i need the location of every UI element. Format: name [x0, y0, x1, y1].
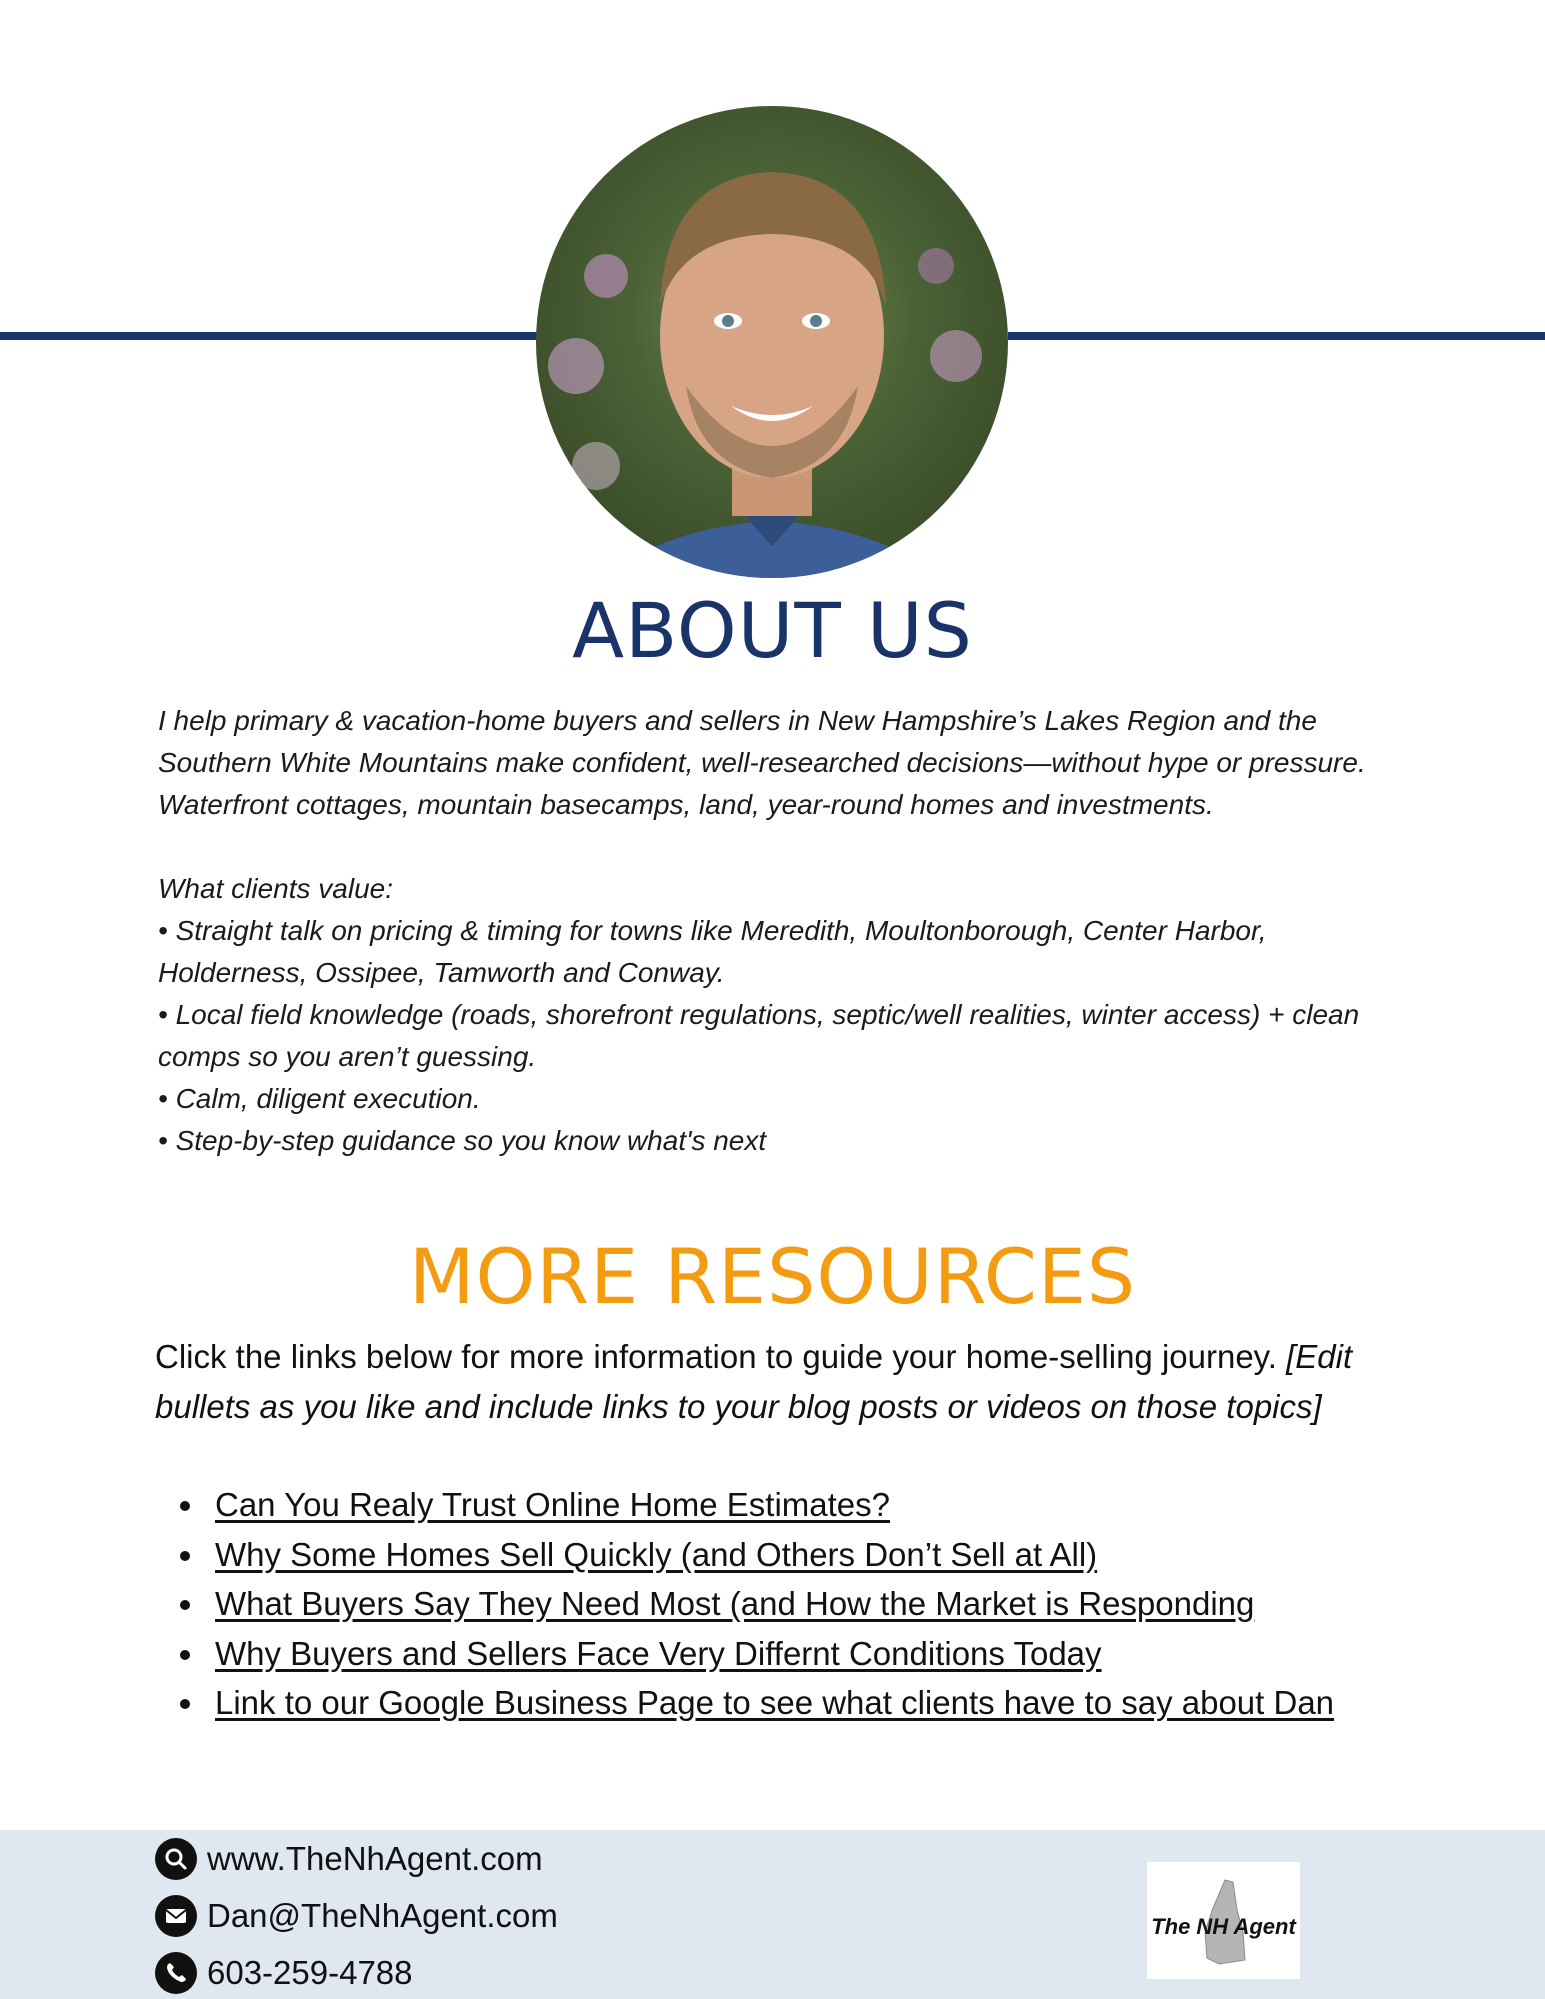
resources-intro-text: Click the links below for more information to guide your home-selling journey.: [155, 1338, 1287, 1375]
resources-intro-note: [Edit bullets as you like and include links to your blog posts or videos on those topics]: [155, 1338, 1353, 1425]
list-item: [155, 1629, 1334, 1679]
resource-link-estimates[interactable]: Can You Realy Trust Online Home Estimates?: [215, 1486, 891, 1523]
value-heading: What clients value:: [158, 873, 393, 904]
about-line: I help primary & vacation-home buyers and sellers in New Hampshire’s Lakes Region and the: [158, 705, 1317, 736]
brand-logo: [1147, 1862, 1300, 1979]
resource-link-sell-quickly[interactable]: Why Some Homes Sell Quickly (and Others Don’t Sell at All): [215, 1535, 1098, 1573]
bullet-icon: [180, 1699, 190, 1709]
website-contact[interactable]: [155, 1838, 543, 1880]
resource-link-buyers-need[interactable]: What Buyers Say They Need Most (and How the Market is Responding: [215, 1585, 1255, 1622]
resource-links: [155, 1480, 1334, 1728]
value-line: • Calm, diligent execution.: [158, 1083, 481, 1114]
value-line: • Local field knowledge (roads, shorefront regulations, septic/well realities, winter access) + clean: [158, 999, 1360, 1030]
list-item: [155, 1480, 1334, 1530]
agent-portrait: [536, 106, 1008, 578]
list-item: [155, 1530, 1334, 1580]
mail-icon: [155, 1895, 197, 1937]
resource-link-google-business[interactable]: Link to our Google Business Page to see what clients have to say about Dan: [215, 1684, 1335, 1721]
value-line: • Step-by-step guidance so you know what's next: [158, 1125, 767, 1156]
divider-right: [1008, 332, 1545, 340]
phone-contact[interactable]: [155, 1952, 413, 1994]
bullet-icon: [180, 1551, 190, 1561]
search-icon: [155, 1838, 197, 1880]
about-line: Southern White Mountains make confident, well-researched decisions—without hype or pressure.: [158, 747, 1366, 778]
bullet-icon: [180, 1600, 190, 1610]
website-link[interactable]: www.TheNhAgent.com: [207, 1840, 543, 1877]
logo-text: The NH Agent: [1151, 1914, 1296, 1939]
about-body: [158, 700, 1388, 1162]
resources-title: MORE RESOURCES: [408, 1232, 1137, 1321]
phone-link[interactable]: 603-259-4788: [207, 1954, 413, 1991]
about-title: ABOUT US: [572, 586, 973, 675]
list-item: [155, 1678, 1334, 1728]
value-line: • Straight talk on pricing & timing for towns like Meredith, Moultonborough, Center Harbor,: [158, 915, 1267, 946]
resource-link-conditions[interactable]: Why Buyers and Sellers Face Very Differnt Conditions Today: [215, 1634, 1102, 1672]
phone-icon: [155, 1952, 197, 1994]
email-link[interactable]: Dan@TheNhAgent.com: [207, 1897, 558, 1934]
list-item: [155, 1579, 1334, 1629]
divider-left: [0, 332, 540, 340]
bullet-icon: [180, 1501, 190, 1511]
bullet-icon: [180, 1650, 190, 1660]
value-line: Holderness, Ossipee, Tamworth and Conway.: [158, 957, 725, 988]
value-line: comps so you aren’t guessing.: [158, 1041, 537, 1072]
resources-intro: [155, 1332, 1405, 1432]
about-line: Waterfront cottages, mountain basecamps, land, year-round homes and investments.: [158, 789, 1214, 820]
email-contact[interactable]: [155, 1895, 558, 1937]
